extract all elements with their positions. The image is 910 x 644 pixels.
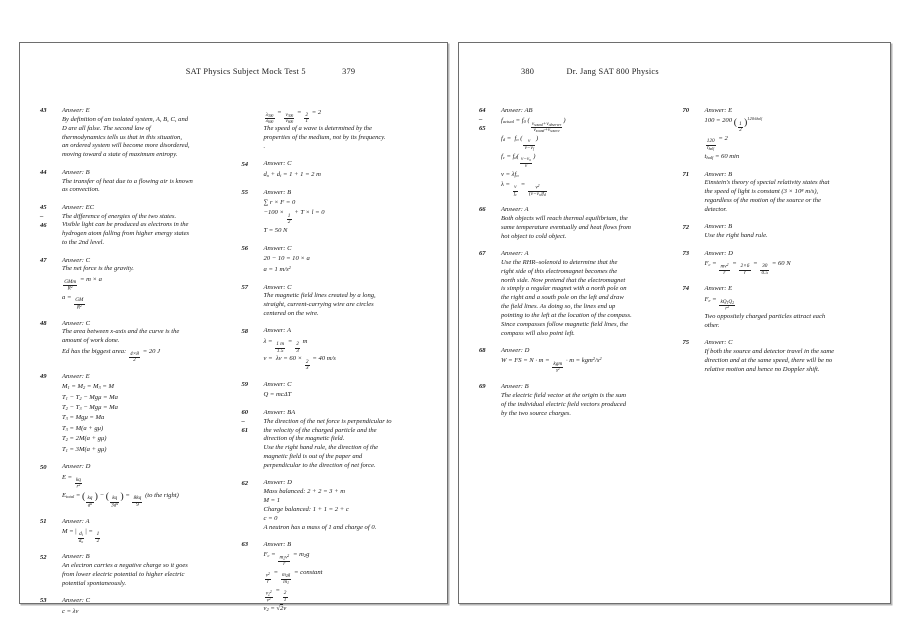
formula: 100 = 200 ( $\frac{1}{2}$ )$^{120/thalf}$ bbox=[704, 116, 763, 134]
answer-body bbox=[264, 327, 430, 372]
answer-label: Answer: BA bbox=[263, 408, 296, 416]
formula: c = λv bbox=[62, 607, 79, 615]
explanation-line: D are all false. The second law of bbox=[62, 124, 151, 132]
question-number: 59 bbox=[241, 380, 249, 388]
answer-label: Answer: E bbox=[62, 107, 90, 114]
question-number: 48 bbox=[40, 319, 47, 327]
answer-entry bbox=[242, 245, 430, 275]
running-head-title: SAT Physics Subject Mock Test 5 bbox=[185, 67, 306, 76]
answer-body bbox=[705, 339, 873, 374]
answer-entry bbox=[683, 285, 873, 330]
formula: $F_c$ = $\frac{m_2v^2}{r}$ = $m_2g$ bbox=[263, 551, 310, 568]
answer-body bbox=[705, 107, 873, 162]
answer-body bbox=[501, 383, 669, 418]
answer-entry bbox=[479, 107, 669, 198]
answer-entry bbox=[683, 171, 873, 215]
answer-entry bbox=[479, 347, 669, 375]
answer-body bbox=[62, 373, 228, 455]
answer-label: Answer: D bbox=[263, 479, 292, 487]
answer-entry bbox=[683, 223, 873, 241]
answer-entry bbox=[242, 409, 430, 471]
running-head-right bbox=[479, 67, 872, 93]
explanation-line: thermodynamics tells us that in this situation, bbox=[62, 133, 182, 141]
page-right-content bbox=[459, 43, 890, 603]
answer-label: Answer: A bbox=[501, 206, 529, 214]
answer-label: Answer: E bbox=[62, 372, 90, 380]
explanation-line: an ordered system will become more disordered, bbox=[62, 142, 190, 150]
answer-entry bbox=[242, 479, 430, 532]
explanation-line: detector. bbox=[704, 206, 728, 214]
explanation-line: pointing to the left at the location of the compass. bbox=[501, 312, 632, 320]
explanation-line: to the 2nd level. bbox=[62, 239, 105, 247]
answer-entry bbox=[479, 250, 669, 339]
answer-label: Answer: B bbox=[263, 188, 292, 196]
answer-body bbox=[62, 463, 228, 509]
answer-body bbox=[264, 189, 430, 237]
explanation-line: of the individual electric field vectors produced bbox=[501, 400, 627, 408]
answer-body bbox=[705, 250, 873, 277]
formula: v = λv = 60 × $\frac{2}{3}$ = 40 m/s bbox=[263, 355, 336, 372]
page-right bbox=[458, 42, 891, 604]
explanation-line: right side of this electromagnet becomes the bbox=[501, 267, 618, 275]
question-number-range: 45 – 46 bbox=[40, 204, 47, 229]
explanation-line: from lower electric potential to higher electric bbox=[62, 570, 185, 578]
explanation-line: An electron carries a negative charge so it goes bbox=[62, 562, 188, 570]
explanation-line: Use the RHR–solenoid to determine that the bbox=[501, 258, 618, 266]
question-number: 50 bbox=[40, 463, 47, 471]
answer-label: Answer: B bbox=[263, 541, 292, 549]
answer-label: Answer: C bbox=[62, 319, 91, 327]
formula: $f_c = f_d$( $\frac{v-v_o}{v}$ ) bbox=[501, 152, 536, 169]
question-number: 44 bbox=[40, 168, 47, 176]
answer-body bbox=[62, 257, 228, 312]
formula: $\frac{v^2}{r}$ = $\frac{m_2g}{m_1}$ = constant bbox=[265, 569, 323, 585]
answer-label: Answer: A bbox=[62, 517, 90, 525]
explanation-line: north side. Now pretend that the electromagnet bbox=[501, 276, 626, 284]
answer-entry bbox=[40, 463, 228, 509]
formula: $v_2 = √2v$ bbox=[263, 605, 287, 613]
question-number: 70 bbox=[682, 107, 690, 115]
explanation-line: Einstein's theory of special relativity states that bbox=[704, 179, 830, 187]
answer-label: Answer: B bbox=[62, 168, 90, 176]
question-number: 56 bbox=[241, 245, 249, 253]
explanation-line: M = 1 bbox=[263, 497, 281, 505]
formula: W = FS = N · m = $\frac{\text{kgm}}{s^2}$ · $m = kgm^2/s^2$ bbox=[501, 356, 602, 374]
page-left bbox=[19, 42, 448, 615]
question-number: 63 bbox=[241, 541, 249, 549]
answer-label: Answer: E bbox=[704, 107, 733, 114]
column-2 bbox=[683, 107, 873, 593]
formula: Q = mcΔT bbox=[263, 391, 292, 399]
explanation-line: hot object to cold object. bbox=[501, 232, 567, 240]
explanation-line: Charge balanced: 1 + 1 = 2 + c bbox=[263, 506, 349, 513]
answer-label: Answer: D bbox=[704, 249, 733, 257]
formula: $M_1 = M_2 = M_3 = M$ bbox=[62, 383, 114, 391]
answer-body bbox=[501, 107, 669, 198]
formula: a = 1 $m/s^2$ bbox=[263, 264, 291, 273]
answer-body bbox=[264, 245, 430, 275]
explanation-line: direction and at the same speed, there will be no bbox=[704, 356, 833, 364]
answer-body bbox=[62, 553, 228, 588]
explanation-line: is simply a regular magnet with a north pole on bbox=[501, 285, 627, 293]
question-number: 47 bbox=[40, 256, 47, 264]
explanation-line: Mass balanced: 2 + 2 = 3 + m bbox=[263, 488, 345, 496]
answer-body bbox=[501, 206, 669, 241]
explanation-line: Two oppositely charged particles attract each bbox=[704, 312, 826, 320]
answer-body bbox=[264, 107, 430, 152]
explanation-line: potential spontaneously. bbox=[62, 579, 127, 587]
question-number: 72 bbox=[682, 223, 690, 231]
answer-body bbox=[501, 250, 669, 339]
explanation-line: relative motion and hence no Doppler shift. bbox=[704, 365, 820, 373]
question-number: 54 bbox=[241, 160, 249, 168]
question-number: 66 bbox=[479, 206, 486, 214]
question-number: 52 bbox=[40, 553, 47, 561]
running-head-title: Dr. Jang SAT 800 Physics bbox=[566, 67, 659, 76]
explanation-line: The electric field vector at the origin is the sum bbox=[501, 392, 627, 400]
answer-label: Answer: C bbox=[263, 160, 292, 168]
question-number: 75 bbox=[682, 339, 690, 347]
question-number: 49 bbox=[40, 373, 47, 381]
explanation-line: centered on the wire. bbox=[263, 310, 319, 318]
answer-label: Answer: D bbox=[62, 463, 91, 471]
explanation-line: By definition of an isolated system, A, B, C, and bbox=[62, 115, 189, 123]
column-1 bbox=[479, 107, 669, 593]
explanation-line: The magnetic field lines created by a long, bbox=[263, 292, 376, 300]
formula: M = | $\frac{d_i}{d_o}$ | = $\frac{1}{2}$ bbox=[62, 528, 100, 544]
answer-entry bbox=[40, 320, 228, 365]
explanation-line: perpendicular to the direction of net force. bbox=[263, 462, 376, 470]
question-number-range: 60 – 61 bbox=[241, 409, 249, 434]
explanation-line: regardless of the motion of the source or the bbox=[704, 197, 821, 205]
answer-label: Answer: C bbox=[263, 244, 292, 252]
formula: $f_d = f_o$ ( $\frac{v}{v-v_f}$ ) bbox=[501, 135, 539, 151]
question-number: 67 bbox=[479, 250, 486, 258]
answer-entry bbox=[40, 107, 228, 160]
formula: $F_e$ = $\frac{kQ_1Q_2}{r^2}$ bbox=[704, 295, 734, 312]
explanation-line: as convection. bbox=[62, 186, 100, 194]
formula: λ = $\frac{1 m}{1.5}$ = $\frac{2}{3}$ m bbox=[263, 337, 308, 354]
running-head-left bbox=[40, 67, 429, 93]
answer-label: Answer: D bbox=[501, 347, 530, 355]
answer-body bbox=[62, 597, 228, 617]
explanation-line: same temperature eventually and heat flows from bbox=[501, 223, 631, 231]
explanation-line: The net force is the gravity. bbox=[62, 265, 134, 273]
explanation-line: hydrogen atom falling from higher energy states bbox=[62, 230, 190, 238]
explanation-line: Both objects will reach thermal equilibrium, the bbox=[501, 214, 628, 222]
answer-body bbox=[264, 284, 430, 319]
page-number: 380 bbox=[521, 67, 535, 76]
formula: T = 50 N bbox=[263, 226, 288, 234]
answer-label: Answer: C bbox=[263, 283, 292, 291]
page-number: 379 bbox=[342, 67, 356, 76]
formula: a = $\frac{GM}{R^2}$ bbox=[62, 293, 84, 311]
formula: −100 × $\frac{1}{2}$ + T × l = 0 bbox=[263, 209, 325, 225]
answer-entry bbox=[40, 553, 228, 588]
answer-entry bbox=[683, 107, 873, 162]
formula: $T_1 - T_2 - Mg\mu = Ma$ bbox=[62, 393, 118, 401]
explanation-line: straight, current-carrying wire are circles bbox=[263, 301, 374, 309]
answer-body bbox=[705, 223, 873, 241]
answer-entry bbox=[40, 518, 228, 545]
answer-body bbox=[62, 204, 228, 248]
page-left-content bbox=[20, 43, 447, 615]
answer-entry bbox=[683, 339, 873, 374]
answer-entry bbox=[242, 189, 430, 237]
explanation-line: A neutron has a mass of 1 and charge of 0. bbox=[263, 523, 377, 531]
answer-entry bbox=[40, 169, 228, 196]
question-number: 62 bbox=[241, 479, 249, 487]
explanation-line: by the two source charges. bbox=[501, 409, 572, 417]
question-number: 53 bbox=[40, 597, 47, 605]
explanation-line: . bbox=[263, 142, 266, 150]
question-number: 51 bbox=[40, 517, 47, 525]
left-page-columns bbox=[40, 107, 429, 615]
answer-entry bbox=[242, 541, 430, 614]
formula: E = $\frac{kq}{r^2}$ bbox=[62, 473, 81, 490]
explanation-line: the speed of light is constant (3 × 10⁸ m/s), bbox=[704, 188, 819, 196]
explanation-line: Use the right hand rule. bbox=[704, 232, 768, 240]
formula: Ed has the biggest area: $\frac{4\times 8}{2}$ = 20 J bbox=[62, 347, 161, 364]
answer-entry bbox=[683, 250, 873, 277]
answer-body bbox=[501, 347, 669, 375]
answer-label: Answer: A bbox=[501, 250, 529, 258]
answer-entry bbox=[242, 284, 430, 319]
formula: $f_{actual} = f_0$ ( $\frac{v_{sound}+v_{observer}}{v_{sound}+v_{source}}$ ) bbox=[501, 117, 566, 134]
explanation-line: other. bbox=[704, 321, 720, 329]
formula: ∑ r × F = 0 bbox=[263, 198, 296, 206]
answer-body bbox=[264, 541, 430, 614]
answer-entry bbox=[242, 327, 430, 372]
question-number: 73 bbox=[682, 249, 690, 257]
answer-body bbox=[264, 479, 430, 532]
answer-label: Answer: AB bbox=[501, 107, 533, 114]
explanation-line: direction of the magnetic field. bbox=[263, 435, 345, 443]
answer-entry bbox=[40, 257, 228, 312]
formula: $T_3 = Mg\mu = Ma$ bbox=[62, 414, 105, 422]
answer-label: Answer: B bbox=[704, 223, 733, 231]
answer-entry bbox=[40, 204, 228, 248]
answer-entry bbox=[40, 373, 228, 455]
formula: $t_{half} = 60$ min bbox=[704, 152, 740, 160]
question-number: 57 bbox=[241, 283, 249, 291]
explanation-line: the velocity of the charged particle and the bbox=[263, 426, 377, 434]
answer-entry bbox=[479, 206, 669, 241]
explanation-line: compass will also point left. bbox=[501, 329, 575, 337]
answer-entry bbox=[40, 597, 228, 617]
formula: $d_o + d_i = 1 + 1 = 2$ m bbox=[263, 170, 321, 178]
explanation-line: Visible light can be produced as electrons in the bbox=[62, 221, 189, 229]
answer-label: Answer: EC bbox=[62, 203, 95, 211]
explanation-line: The area between x-axis and the curve is the bbox=[62, 328, 180, 336]
formula: $\frac{v_2^2}{v^2}$ = $\frac{2}{1}$ bbox=[265, 586, 287, 604]
right-page-columns bbox=[479, 107, 872, 593]
explanation-line: the right and a south pole on the left and draw bbox=[501, 294, 624, 302]
answer-label: Answer: B bbox=[501, 383, 529, 391]
answer-body bbox=[705, 171, 873, 215]
answer-body bbox=[62, 518, 228, 545]
answer-body bbox=[705, 285, 873, 330]
explanation-line: c = 0 bbox=[263, 514, 278, 522]
answer-label: Answer: A bbox=[263, 327, 292, 335]
answer-label: Answer: C bbox=[62, 256, 91, 264]
answer-label: Answer: C bbox=[62, 597, 91, 605]
answer-label: Answer: B bbox=[704, 170, 733, 178]
question-number: 43 bbox=[40, 107, 47, 115]
question-number: 71 bbox=[682, 170, 690, 178]
formula: $T_2 - T_3 - Mg\mu = Ma$ bbox=[62, 403, 118, 411]
formula: $T_3 = M(a + g\mu)$ bbox=[62, 424, 104, 432]
explanation-line: magnetic field is out of the paper and bbox=[263, 453, 363, 461]
answer-label: Answer: C bbox=[704, 338, 733, 346]
formula: $T_1 = 3M(a + g\mu)$ bbox=[62, 445, 107, 453]
formula: $\frac{\text{GMm}}{R^2}$ = m × a bbox=[64, 275, 102, 292]
explanation-line: properties of the medium, not by its frequency. bbox=[263, 134, 386, 142]
explanation-line: the field lines. As doing so, the lines end up bbox=[501, 303, 616, 311]
answer-label: Answer: B bbox=[62, 553, 90, 561]
question-number-range: 64 – 65 bbox=[479, 107, 486, 132]
column-1 bbox=[40, 107, 228, 615]
answer-body bbox=[264, 409, 430, 471]
explanation-line: The transfer of heat due to a flowing air is known bbox=[62, 177, 193, 185]
explanation-line: The speed of a wave is determined by the bbox=[263, 125, 372, 133]
answer-entry bbox=[242, 381, 430, 401]
answer-body bbox=[62, 107, 228, 160]
column-2 bbox=[241, 107, 430, 613]
answer-body bbox=[62, 169, 228, 196]
formula: $\frac{120}{t_{half}}$ = 2 bbox=[706, 135, 728, 151]
answer-label: Answer: C bbox=[263, 380, 292, 388]
formula: λ = $\frac{v}{f_c}$ = $\frac{v^2}{(v-v_o)f_d}$ bbox=[501, 180, 546, 197]
answer-entry bbox=[479, 383, 669, 418]
formula: $\frac{\lambda_{300}}{\lambda_{600}}$ = $\frac{v_{300}}{v_{600}}$ = $\frac{2}{1}$ = 2 bbox=[265, 108, 322, 125]
question-number: 68 bbox=[479, 347, 486, 355]
question-number: 69 bbox=[479, 383, 486, 391]
explanation-line: If both the source and detector travel in the same bbox=[704, 347, 835, 355]
explanation-line: amount of work done. bbox=[62, 337, 120, 345]
answer-entry bbox=[242, 160, 430, 180]
question-number: 74 bbox=[682, 285, 690, 293]
explanation-line: The direction of the net force is perpendicular to bbox=[263, 417, 392, 425]
formula: $E_{total}$ = ( $\frac{kq}{d^2}$ ) − ( $\frac{kq}{3d^2}$ ) = $\frac{8kq}{9}$ (to the right) bbox=[62, 491, 179, 509]
formula: $F_c$ = $\frac{mv^2}{r}$ = $\frac{2\times 6}{r}$ = $\frac{30}{0.5}$ = 60 N bbox=[704, 260, 791, 276]
question-number: 55 bbox=[241, 188, 249, 196]
answer-body bbox=[264, 381, 430, 401]
answer-label: Answer: E bbox=[704, 285, 733, 293]
answer-body bbox=[62, 320, 228, 365]
formula: $v = \lambda f_o$ bbox=[501, 170, 519, 178]
question-number: 58 bbox=[241, 327, 249, 335]
formula: $T_2 = 2M(a + g\mu)$ bbox=[62, 435, 107, 443]
formula: 20 − 10 = 10 × a bbox=[263, 255, 310, 263]
explanation-line: Since compasses follow magnetic field lines, the bbox=[501, 320, 628, 328]
answer-body bbox=[264, 160, 430, 180]
explanation-line: Use the right hand rule, the direction of the bbox=[263, 444, 379, 452]
answer-entry bbox=[242, 107, 430, 152]
explanation-line: The difference of energies of the two states. bbox=[62, 212, 177, 220]
explanation-line: moving toward a state of maximum entropy. bbox=[62, 151, 178, 159]
